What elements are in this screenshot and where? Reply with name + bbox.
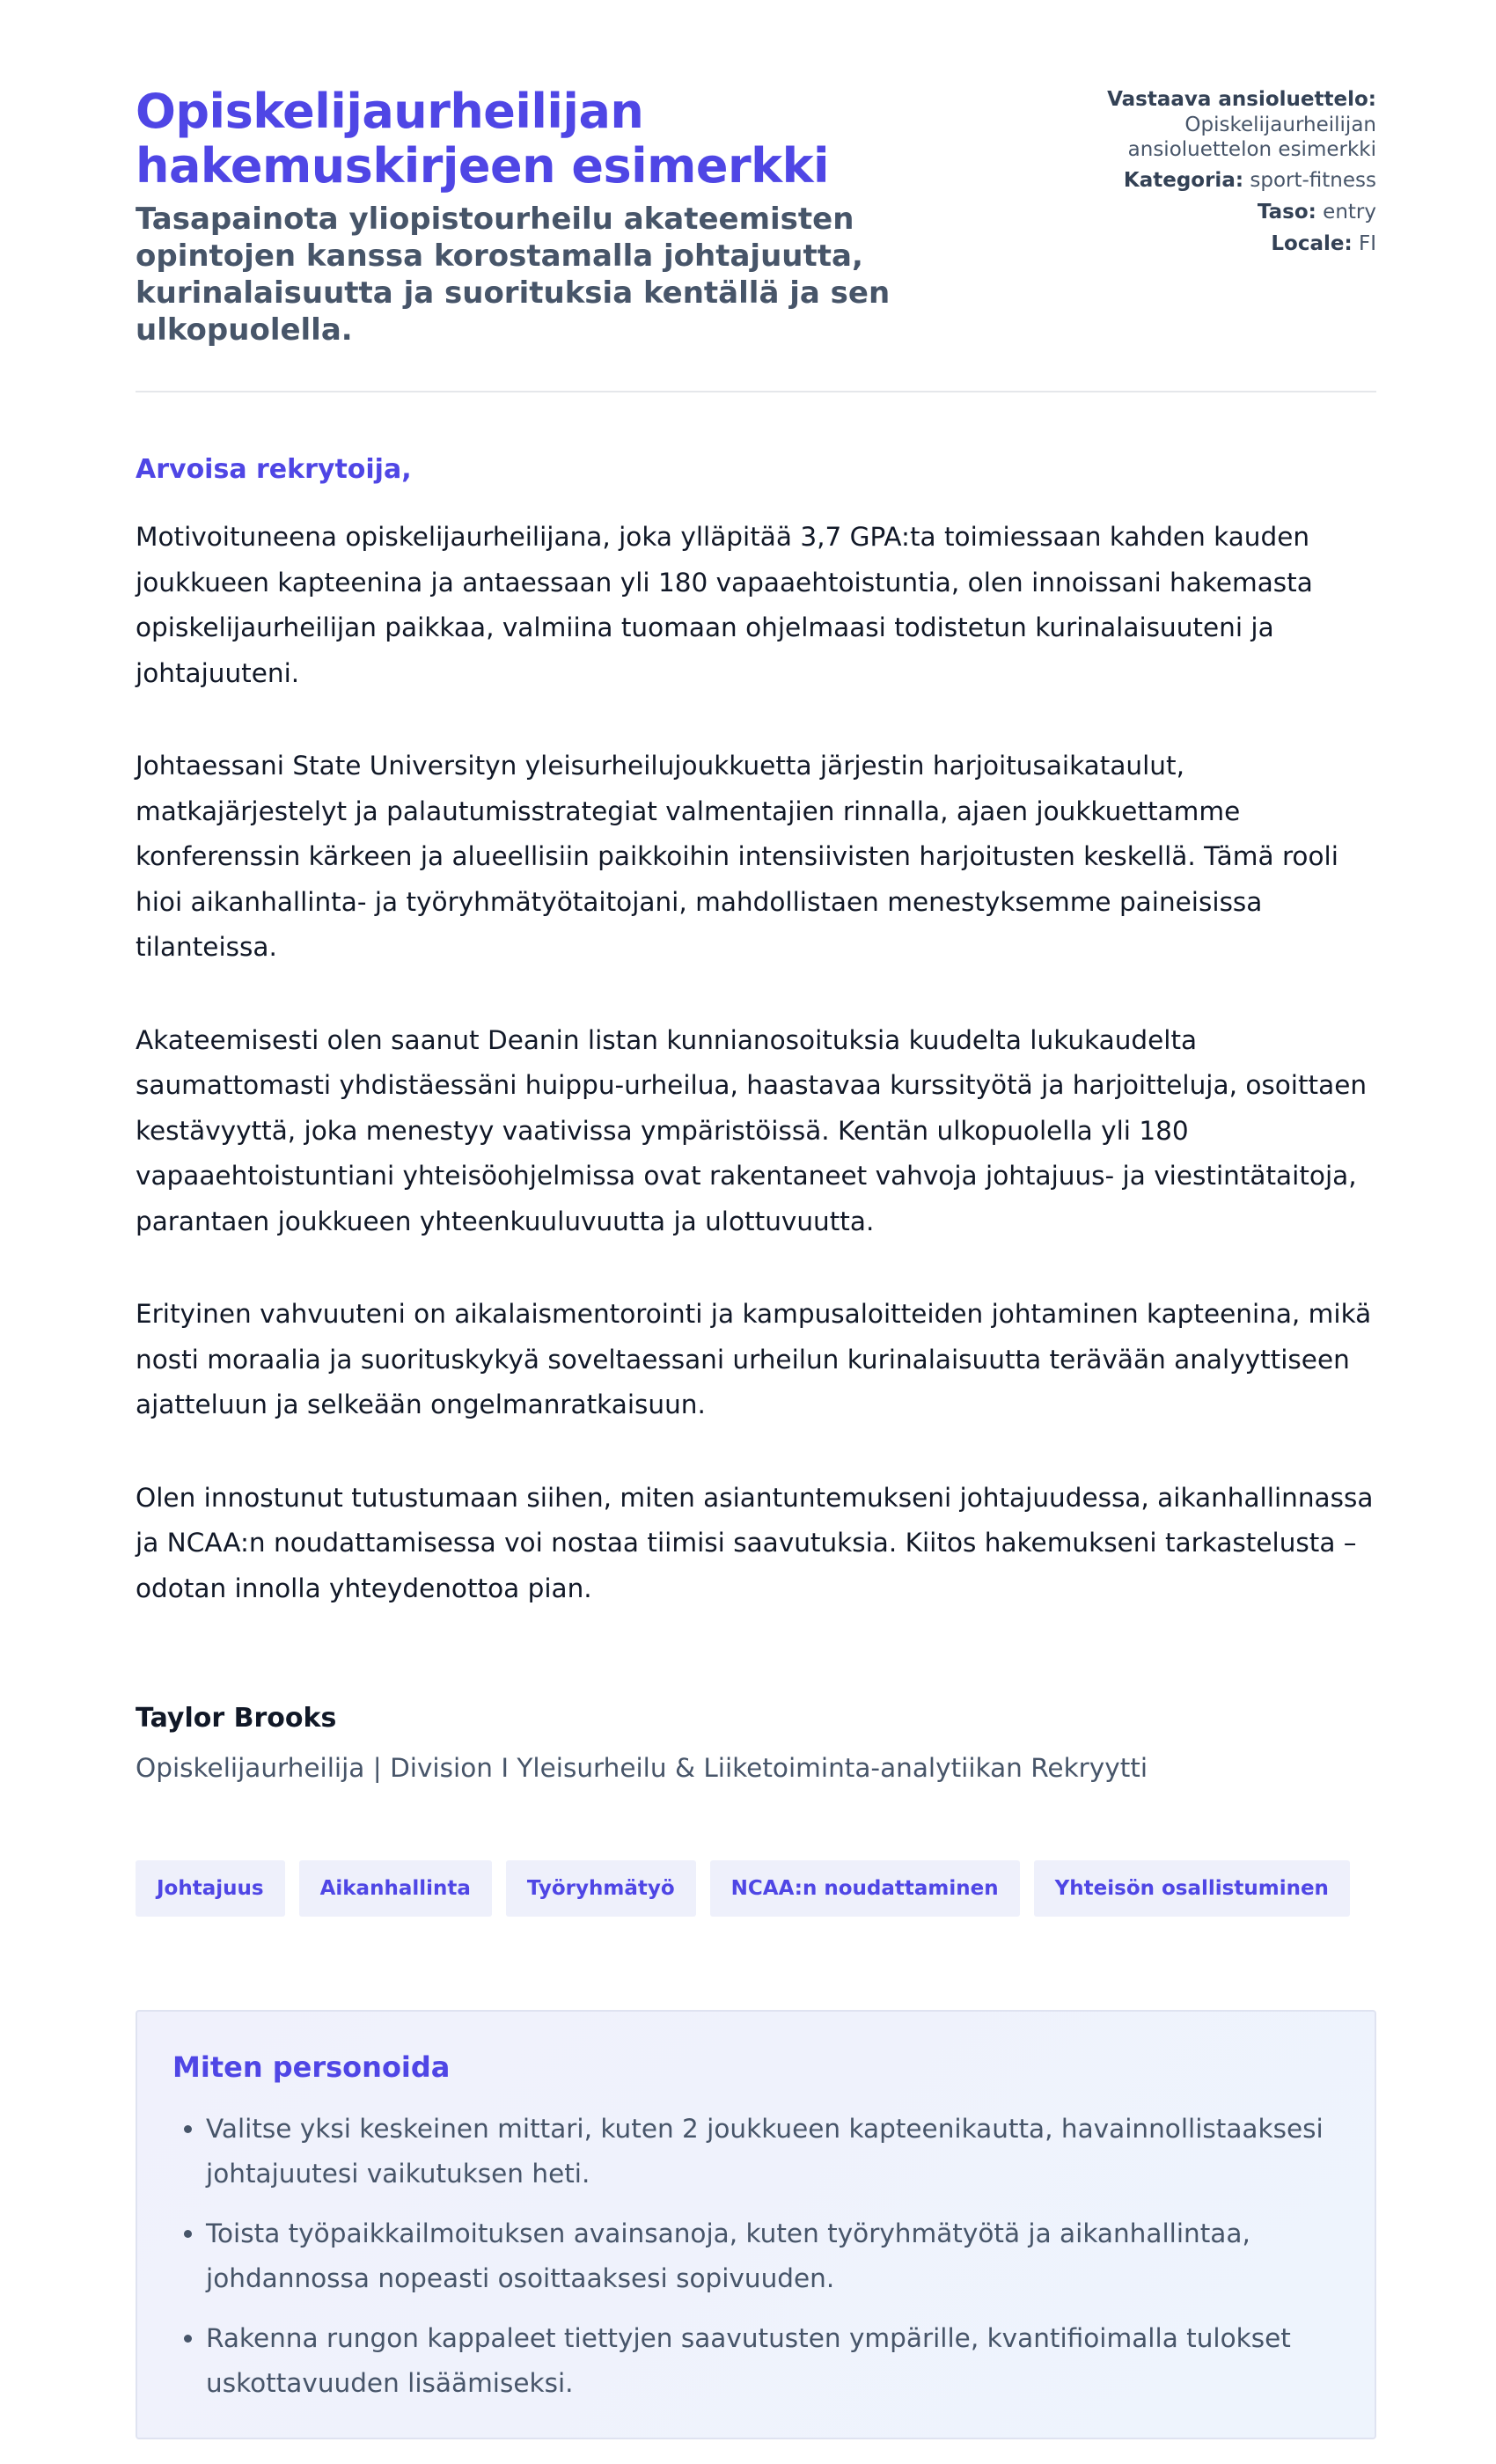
tip-item: • Rakenna rungon kappaleet tiettyjen saavutusten ympärille, kvantifioimalla tulokset uskottavuuden lisäämiseksi. [206,2316,1339,2406]
letter-paragraph: Motivoituneena opiskelijaurheilijana, joka ylläpitää 3,7 GPA:ta toimiessaan kahden kauden joukkueen kapteenina ja antaessaan yli 180 vapaaehtoistuntia, olen innoissani hakemasta opiskelijaurheilijan paikkaa, valmiina tuomaan ohjelmaasi todistetun kurinalaisuuteni ja johtajuuteni. [136,522,1313,688]
tips-title: Miten personoida [172,2050,451,2084]
letter-greeting: Arvoisa rekrytoija, [136,454,412,485]
meta-level-value: entry [1323,201,1376,224]
tag-ncaa-compliance: NCAA:n noudattaminen [710,1860,1020,1917]
signature-block [136,1703,1376,1783]
meta-category [1060,167,1376,194]
meta-resume-value: Opiskelijaurheilijan ansioluettelon esimerkki [1127,114,1376,161]
tag-teamwork: Työryhmätyö [506,1860,696,1917]
letter-paragraph: Johtaessani State Universityn yleisurheilujoukkuetta järjestin harjoitusaikataulut, matkajärjestelyt ja palautumisstrategiat valmentajien rinnalla, ajaen joukkuettamme konferenssin kärkeen ja alueellisiin paikkoihin intensiivisten harjoitusten keskellä. Tämä rooli hioi aikanhallinta- ja työryhmätyötaitojani, mahdollistaen menestyksemme paineisissa tilanteissa. [136,751,1338,962]
tips-list [172,2107,1339,2406]
skill-tags [136,1860,1376,1917]
personalization-tips [136,2010,1376,2439]
letter-body [136,515,1376,1611]
meta-locale-value: FI [1358,232,1376,255]
title-block [136,84,1016,348]
letter-paragraph: Erityinen vahvuuteni on aikalaismentorointi ja kampusaloitteiden johtaminen kapteenina, mikä nosti moraalia ja suorituskykyä soveltaessani urheilun kurinalaisuutta terävään analyyttiseen ajatteluun ja selkeään ongelmanratkaisuun. [136,1299,1372,1419]
cover-letter-page [136,84,1376,2439]
meta-panel [1060,84,1376,262]
meta-locale-label: Locale: [1271,232,1353,255]
meta-locale [1060,231,1376,257]
tag-leadership: Johtajuus [136,1860,285,1917]
meta-level-label: Taso: [1257,201,1316,224]
page-subtitle: Tasapainota yliopistourheilu akateemisten opintojen kanssa korostamalla johtajuutta, kurinalaisuutta ja suorituksia kentällä ja sen ulkopuolella. [136,202,891,348]
meta-resume [1060,86,1376,162]
meta-category-value: sport-fitness [1250,169,1376,192]
meta-category-label: Kategoria: [1123,169,1244,192]
tip-item: • Toista työpaikkailmoituksen avainsanoja, kuten työryhmätyötä ja aikanhallintaa, johdannossa nopeasti osoittaaksesi sopivuuden. [206,2211,1339,2301]
signature-name: Taylor Brooks [136,1703,337,1734]
letter-paragraph: Akateemisesti olen saanut Deanin listan kunnianosoituksia kuudelta lukukaudelta saumattomasti yhdistäessäni huippu-urheilua, haastavaa kurssityötä ja harjoitteluja, osoittaen kestävyyttä, joka menestyy vaativissa ympäristöissä. Kentän ulkopuolella yli 180 vapaaehtoistuntiani yhteisöohjelmissa ovat rakentaneet vahvoja johtajuus- ja viestintätaitoja, parantaen joukkueen yhteenkuuluvuutta ja ulottuvuutta. [136,1024,1368,1236]
meta-resume-label: Vastaava ansioluettelo: [1107,88,1376,111]
letter-paragraph: Olen innostunut tutustumaan siihen, miten asiantuntemukseni johtajuudessa, aikanhallinnassa ja NCAA:n noudattamisessa voi nostaa tiimisi saavutuksia. Kiitos hakemukseni tarkastelusta – odotan innolla yhteydenottoa pian. [136,1482,1374,1603]
signature-role: Opiskelijaurheilija | Division I Yleisurheilu & Liiketoiminta-analytiikan Rekryytti [136,1753,1148,1783]
tag-time-management: Aikanhallinta [299,1860,492,1917]
page-title: Opiskelijaurheilijan hakemuskirjeen esimerkki [136,84,830,194]
tag-community-involvement: Yhteisön osallistuminen [1034,1860,1350,1917]
tip-item: • Valitse yksi keskeinen mittari, kuten 2 joukkueen kapteenikautta, havainnollistaaksesi johtajuutesi vaikutuksen heti. [206,2107,1339,2196]
meta-level [1060,199,1376,225]
page-header [136,84,1376,392]
